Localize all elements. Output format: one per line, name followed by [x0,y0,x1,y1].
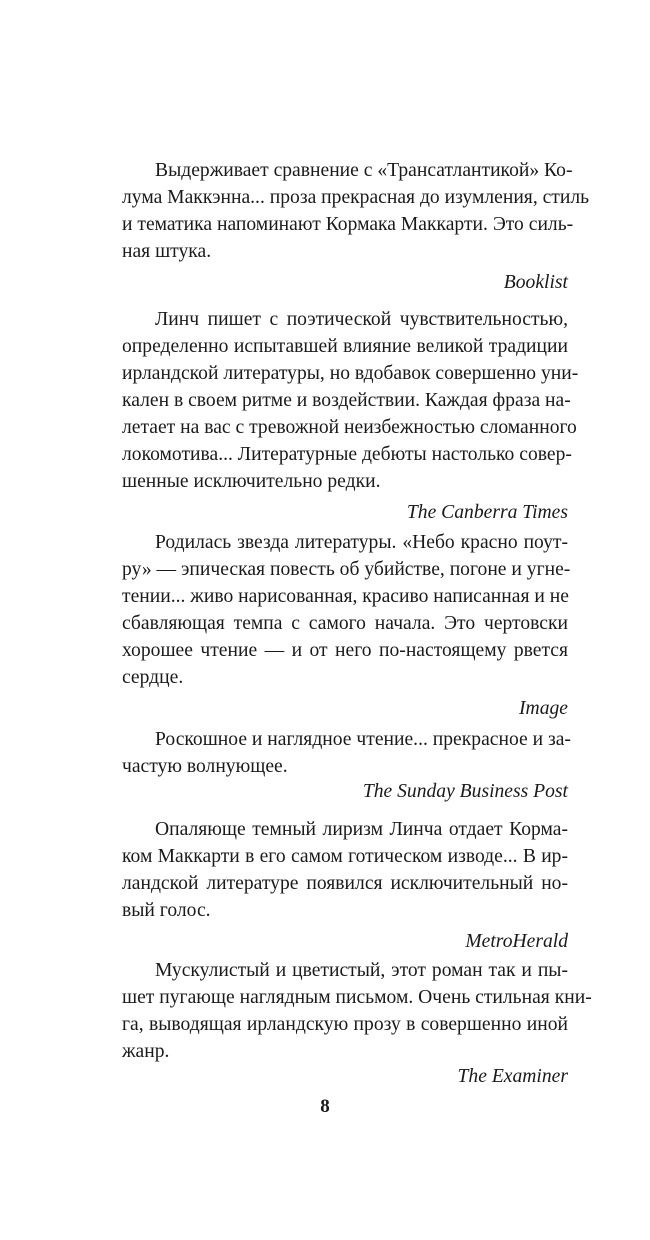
quote-line: хорошее чтение — и от него по-настоящему рвется [122,640,568,661]
quote-line: сбавляющая темпа с самого начала. Это чертовски [122,613,568,634]
quote-line: определенно испытавшей влияние великой традиции [122,336,568,357]
review-quote-examiner [122,957,592,1090]
quote-line: вый голос. [122,900,211,921]
review-quote-booklist [122,157,590,296]
quote-source: MetroHerald [465,931,568,952]
quote-line: сердце. [122,667,184,688]
quote-line: ландской литературе появился исключительный но- [122,873,568,894]
quote-line: ирландской литературы, но вдобавок совершенно уни- [122,363,579,384]
quote-line: Линч пишет с поэтической чувствительностью, [155,309,568,330]
quote-line: частую волнующее. [122,756,288,777]
quote-line: ру» — эпическая повесть об убийстве, погоне и угне- [122,559,571,580]
quote-source: Booklist [503,272,568,293]
quote-line: Мускулистый и цветистый, этот роман так и пы- [155,960,568,981]
quote-source: The Canberra Times [406,502,568,523]
quote-line: Выдерживает сравнение с «Трансатлантикой» Ко- [155,160,573,181]
quote-source: Image [519,698,568,719]
review-quote-sunday-business-post [122,726,571,805]
review-quote-image [122,529,571,722]
quote-source: The Sunday Business Post [362,781,568,802]
quote-source: The Examiner [457,1066,568,1087]
quote-line: ная штука. [122,241,212,262]
quote-line: Роскошное и наглядное чтение... прекрасное и за- [155,729,571,750]
review-quote-canberra-times [122,306,579,526]
quote-line: локомотива... Литературные дебюты настолько совер- [122,444,572,465]
quote-line: тении... живо нарисованная, красиво написанная и не [122,586,569,607]
review-quote-metroherald [122,816,568,955]
quote-line: летает на вас с тревожной неизбежностью сломанного [122,417,577,438]
page-number: 8 [320,1096,330,1117]
quote-line: и тематика напоминают Кормака Маккарти. Это силь- [122,214,574,235]
quote-line: шенные исключительно редки. [122,471,381,492]
quote-line: Опаляюще темный лиризм Линча отдает Корма- [155,819,568,840]
quote-line: Родилась звезда литературы. «Небо красно поут- [155,532,568,553]
quote-line: шет пугающе наглядным письмом. Очень стильная кни- [122,987,592,1008]
quote-line: га, выводящая ирландскую прозу в совершенно иной [122,1014,568,1035]
quote-line: ком Маккарти в его самом готическом изводе... В ир- [122,846,568,867]
quote-line: кален в своем ритме и воздействии. Каждая фраза на- [122,390,571,411]
quote-line: жанр. [122,1041,170,1062]
quote-line: лума Маккэнна... проза прекрасная до изумления, стиль [122,187,590,208]
